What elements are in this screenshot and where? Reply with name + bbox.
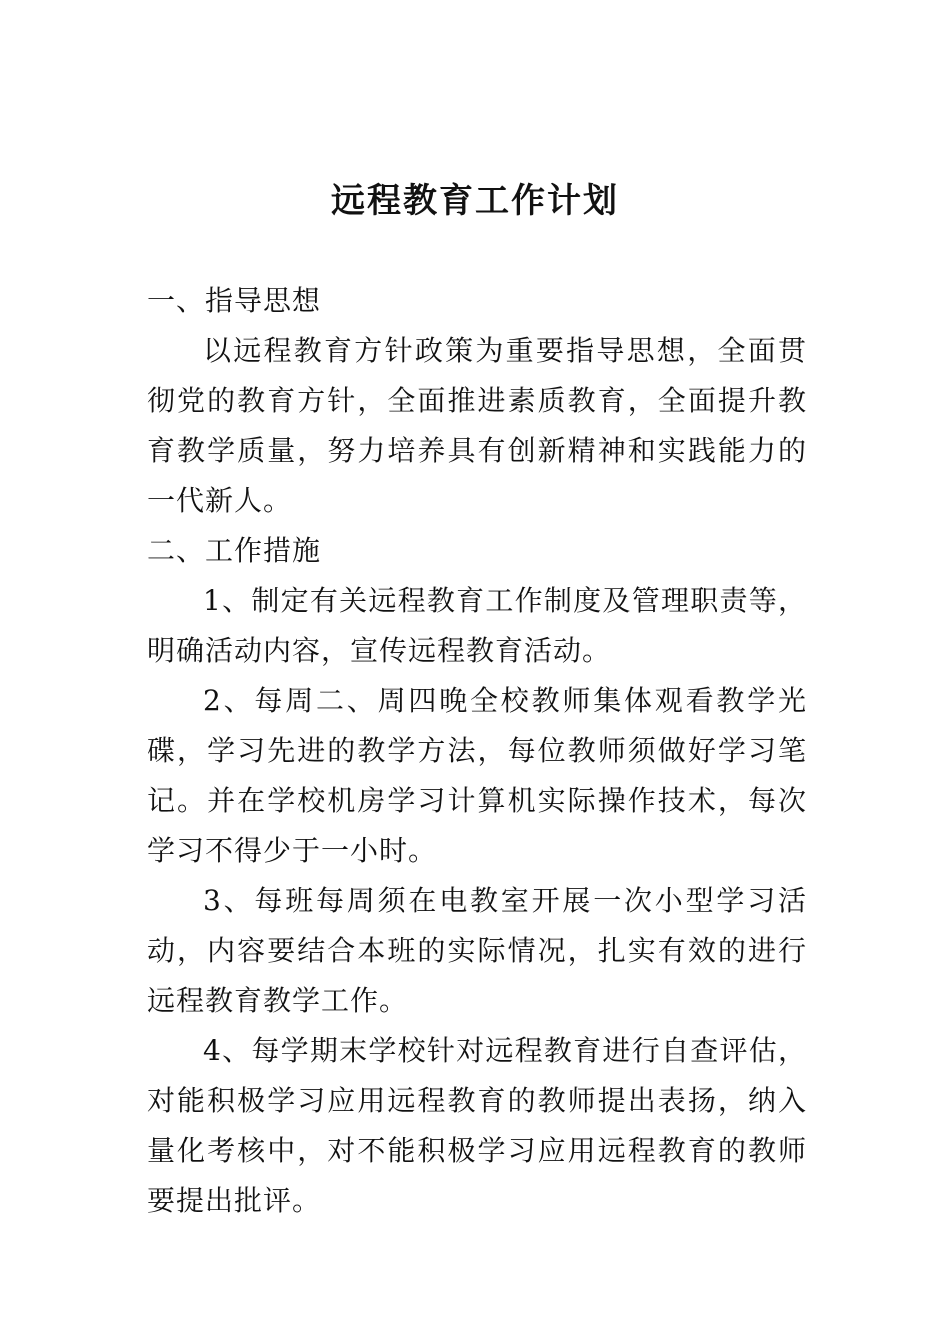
document-title: 远程教育工作计划 <box>331 181 619 221</box>
section-heading-work-measures: 二、工作措施 <box>147 534 322 567</box>
paragraph-guiding-ideology: 以远程教育方针政策为重要指导思想，全面贯彻党的教育方针，全面推进素质教育，全面提升教育教学质量，努力培养具有创新精神和实践能力的一代新人。 <box>147 334 807 517</box>
paragraph-measure-2: 2、每周二、周四晚全校教师集体观看教学光碟，学习先进的教学方法，每位教师须做好学习笔记。并在学校机房学习计算机实际操作技术，每次学习不得少于一小时。 <box>147 684 807 867</box>
section-heading-guiding-ideology: 一、指导思想 <box>147 284 322 317</box>
document-body <box>147 276 807 1226</box>
paragraph-measure-3: 3、每班每周须在电教室开展一次小型学习活动，内容要结合本班的实际情况，扎实有效的进行远程教育教学工作。 <box>147 884 807 1017</box>
paragraph-measure-4: 4、每学期末学校针对远程教育进行自查评估，对能积极学习应用远程教育的教师提出表扬，纳入量化考核中，对不能积极学习应用远程教育的教师要提出批评。 <box>147 1034 807 1217</box>
paragraph-measure-1: 1、制定有关远程教育工作制度及管理职责等，明确活动内容，宣传远程教育活动。 <box>147 584 807 667</box>
